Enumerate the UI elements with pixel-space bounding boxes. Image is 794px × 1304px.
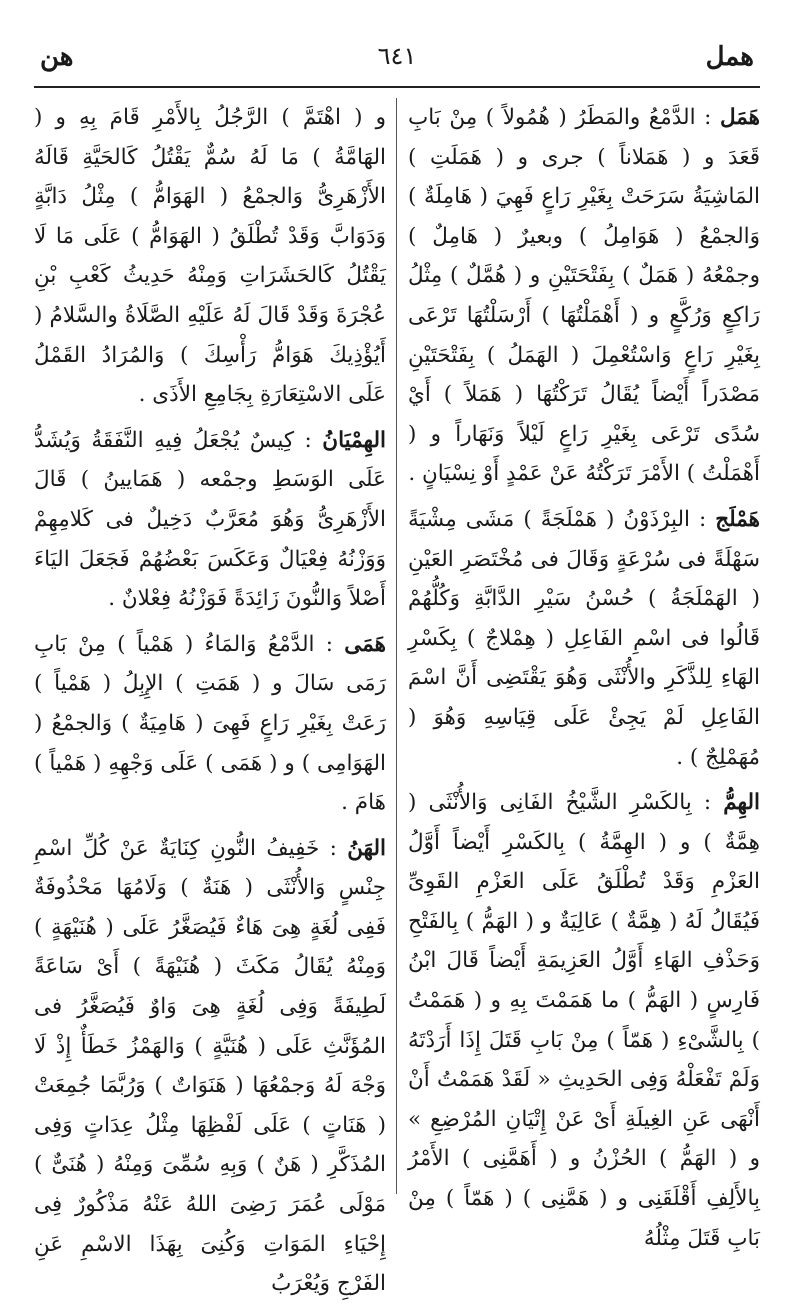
dictionary-entry — [408, 783, 760, 1258]
entry-headword: الهَنُ — [347, 835, 386, 861]
column-divider — [396, 98, 397, 1194]
entry-text: : كِيسٌ يُجْعَلُ فِيهِ النَّفَقَةُ وَيُشَدُّ عَلَى الوَسَطِ وجمْعه ( هَمَايينُ ) قَالَ الأَزْهَرِىُّ وَهُوَ مُعَرَّبٌ دَخِيلٌ فى كَلامِهِمْ وَوَزْنُهُ فِعْيَالٌ وَعَكَسَ بَعْضُهُمْ فَجَعَلَ اليَاءَ أَصْلاً وَالنُّونَ زَائِدَةً فَوَزْنُهُ فِعْلانٌ . — [34, 427, 386, 612]
running-head-right: همل — [705, 42, 754, 72]
page-number: ٦٤١ — [377, 42, 417, 70]
dictionary-entry — [408, 500, 760, 777]
entry-text: : الدَّمْعُ وَالمَاءُ ( هَمْياً ) مِنْ بَابِ رَمَى سَالَ و ( هَمَتِ ) الإِبِلُ ( هَمْياً ) رَعَتْ بِغَيْرِ رَاعٍ فَهِىَ ( هَامِيَةٌ ) وَالجمْعُ ( الهَوَامِى ) و ( هَمَى ) عَلَى وَجْهِهِ ( هَمْياً ) هَامَ . — [34, 631, 386, 816]
running-head-left: هن — [40, 42, 74, 72]
entry-headword: هَمْلَج — [715, 506, 760, 532]
entry-headword: الهِمُّ — [723, 790, 760, 816]
dictionary-entry — [408, 98, 760, 494]
dictionary-entry — [34, 98, 386, 415]
entry-text: : الدَّمْعُ والمَطَرُ ( هُمُولاً ) مِنْ بَابِ قَعَدَ و ( هَمَلاناً ) جرى و ( هَمَلَتِ ) المَاشِيَةُ سَرَحَتْ بِغَيْرِ رَاعٍ فَهِيَ ( هَامِلَةٌ ) وَالجمْعُ ( هَوَامِلُ ) وبعيرٌ ( هَامِلٌ ) وجمْعُهُ ( هَمَلٌ ) بِفَتْحَتَيْنِ و ( هُمَّلٌ ) مِثْلُ رَاكِعٍ وَرُكَّعٍ و ( أَهْمَلْتُهَا ) أَرْسَلْتُهَا تَرْعَى بِغَيْرِ رَاعٍ وَاسْتُعْمِلَ ( الهَمَلُ ) بِفَتْحَتَيْنِ مَصْدَراً أَيْضاً يُقَالُ تَرَكْتُهَا ( هَمَلاً ) أَيْ سُدًى تَرْعَى بِغَيْرِ رَاعٍ لَيْلاً وَنَهَاراً و ( أَهْمَلْتُ ) الأَمْرَ تَرَكْتُهُ عَنْ عَمْدٍ أَوْ نِسْيَانٍ . — [408, 105, 760, 487]
dictionary-entry — [34, 421, 386, 619]
dictionary-entry — [34, 829, 386, 1304]
entry-text: : البِرْذَوْنُ ( هَمْلَجَةً ) مَشَى مِشْيَةً سَهْلَةً فى سُرْعَةٍ وَقَالَ فى مُخْتَصَرِ العَيْنِ ( الهَمْلَجَةُ ) حُسْنُ سَيْرِ الدَّابَّةِ وَكُلُّهُمْ قَالُوا فى اسْمِ الفَاعِلِ ( هِمْلاجٌ ) بِكَسْرِ الهَاءِ لِلذَّكَرِ والأُنْثَى وَهُوَ يَقْتَضِى أَنَّ اسْمَ الفَاعِلِ لَمْ يَجِئْ عَلَى قِيَاسِهِ وَهُوَ ( مُهَمْلِجٌ ) . — [408, 506, 760, 770]
right-column — [408, 98, 760, 1258]
entry-text: : بِالكَسْرِ الشَّيْخُ الفَانِى وَالأُنْثَى ( هِمَّةٌ ) و ( الهِمَّةُ ) بِالكَسْرِ أَيْضاً أَوَّلُ العَزْمِ وَقَدْ تُطْلَقُ عَلَى العَزْمِ القَوِىِّ فَيُقَالُ لَهُ ( هِمَّةٌ ) عَالِيَةٌ و ( الهَمُّ ) بِالفَتْحِ وَحَذْفِ الهَاءِ أَوَّلُ العَزِيمَةِ أَيْضاً قَالَ ابْنُ فَارِسٍ ( الهَمُّ ) ما هَمَمْتَ بِهِ و ( هَمَمْتُ ) بِالشَّىْءِ ( هَمّاً ) مِنْ بَابِ قَتَلَ إِذَا أَرَدْتَهُ وَلَمْ تَفْعَلْهُ وَفِى الحَدِيثِ « لَقَدْ هَمَمْتُ أَنْ أَنْهَى عَنِ الغِيلَةِ أَىْ عَنْ إِتْيَانِ المُرْضِعِ » و ( الهَمُّ ) الحُزْنُ و ( أَهَمَّنِى ) الأَمْرُ بِالأَلِفِ أَقْلَقَنِى و ( هَمَّنِى ) ( هَمّاً ) مِنْ بَابِ قَتَلَ مِثْلُهُ — [408, 790, 760, 1251]
entry-text: و ( اهْتَمَّ ) الرَّجُلُ بِالأَمْرِ قَامَ بِهِ و ( الهَامَّةُ ) مَا لَهُ سُمٌّ يَقْتُلُ كَالحَيَّةِ قَالَهُ الأَزْهَرِىُّ وَالجمْعُ ( الهَوَامُّ ) مِثْلُ دَابَّةٍ وَدَوَابَّ وَقَدْ تُطْلَقُ ( الهَوَامُّ ) عَلَى مَا لَا يَقْتُلُ كَالحَشَرَاتِ وَمِنْهُ حَدِيثُ كَعْبِ بْنِ عُجْرَةَ وَقَدْ قَالَ لَهُ عَلَيْهِ الصَّلَاةُ والسَّلامُ ( أَيُؤْذِيكَ هَوَامُّ رَأْسِكَ ) وَالمُرَادُ القَمْلُ عَلَى الاسْتِعَارَةِ بِجَامِعِ الأَذَى . — [34, 105, 386, 408]
entry-text: : خَفِيفُ النُّونِ كِنَايَةٌ عَنْ كُلِّ اسْمِ جِنْسٍ وَالأُنْثَى ( هَنَةٌ ) وَلَامُهَا مَحْذُوفَةٌ فَفِى لُغَةٍ هِىَ هَاءٌ فَيُصَغَّرُ عَلَى ( هُنَيْهَةٍ ) وَمِنْهُ يُقَالُ مَكَثَ ( هُنَيْهَةً ) أَىْ سَاعَةً لَطِيفَةً وَفِى لُغَةٍ هِىَ وَاوٌ فَيُصَغَّرُ فى المُؤَنَّثِ عَلَى ( هُنَيَّةٍ ) وَالهَمْزُ خَطَأٌ إِذْ لَا وَجْهَ لَهُ وَجمْعُهَا ( هَنَوَاتٌ ) وَرُبَّمَا جُمِعَتْ ( هَنَاتٍ ) عَلَى لَفْظِهَا مِثْلُ عِدَاتٍ وَفِى المُذَكَّرِ ( هَنٌ ) وَبِهِ سُمِّىَ وَمِنْهُ ( هُنَىٌّ ) مَوْلَى عُمَرَ رَضِىَ اللهُ عَنْهُ مَذْكُورٌ فِى إِحْيَاءِ المَوَاتِ وَكُنِىَ بِهَذَا الاسْمِ عَنِ الفَرْجِ وَيُعْرَبُ — [34, 835, 386, 1297]
page-header — [40, 36, 754, 76]
entry-headword: هَمَى — [344, 631, 386, 657]
entry-headword: الهِمْيَانُ — [322, 427, 386, 453]
left-column — [34, 98, 386, 1304]
dictionary-entry — [34, 625, 386, 823]
entry-headword: هَمَل — [719, 105, 760, 130]
header-rule — [34, 86, 760, 88]
